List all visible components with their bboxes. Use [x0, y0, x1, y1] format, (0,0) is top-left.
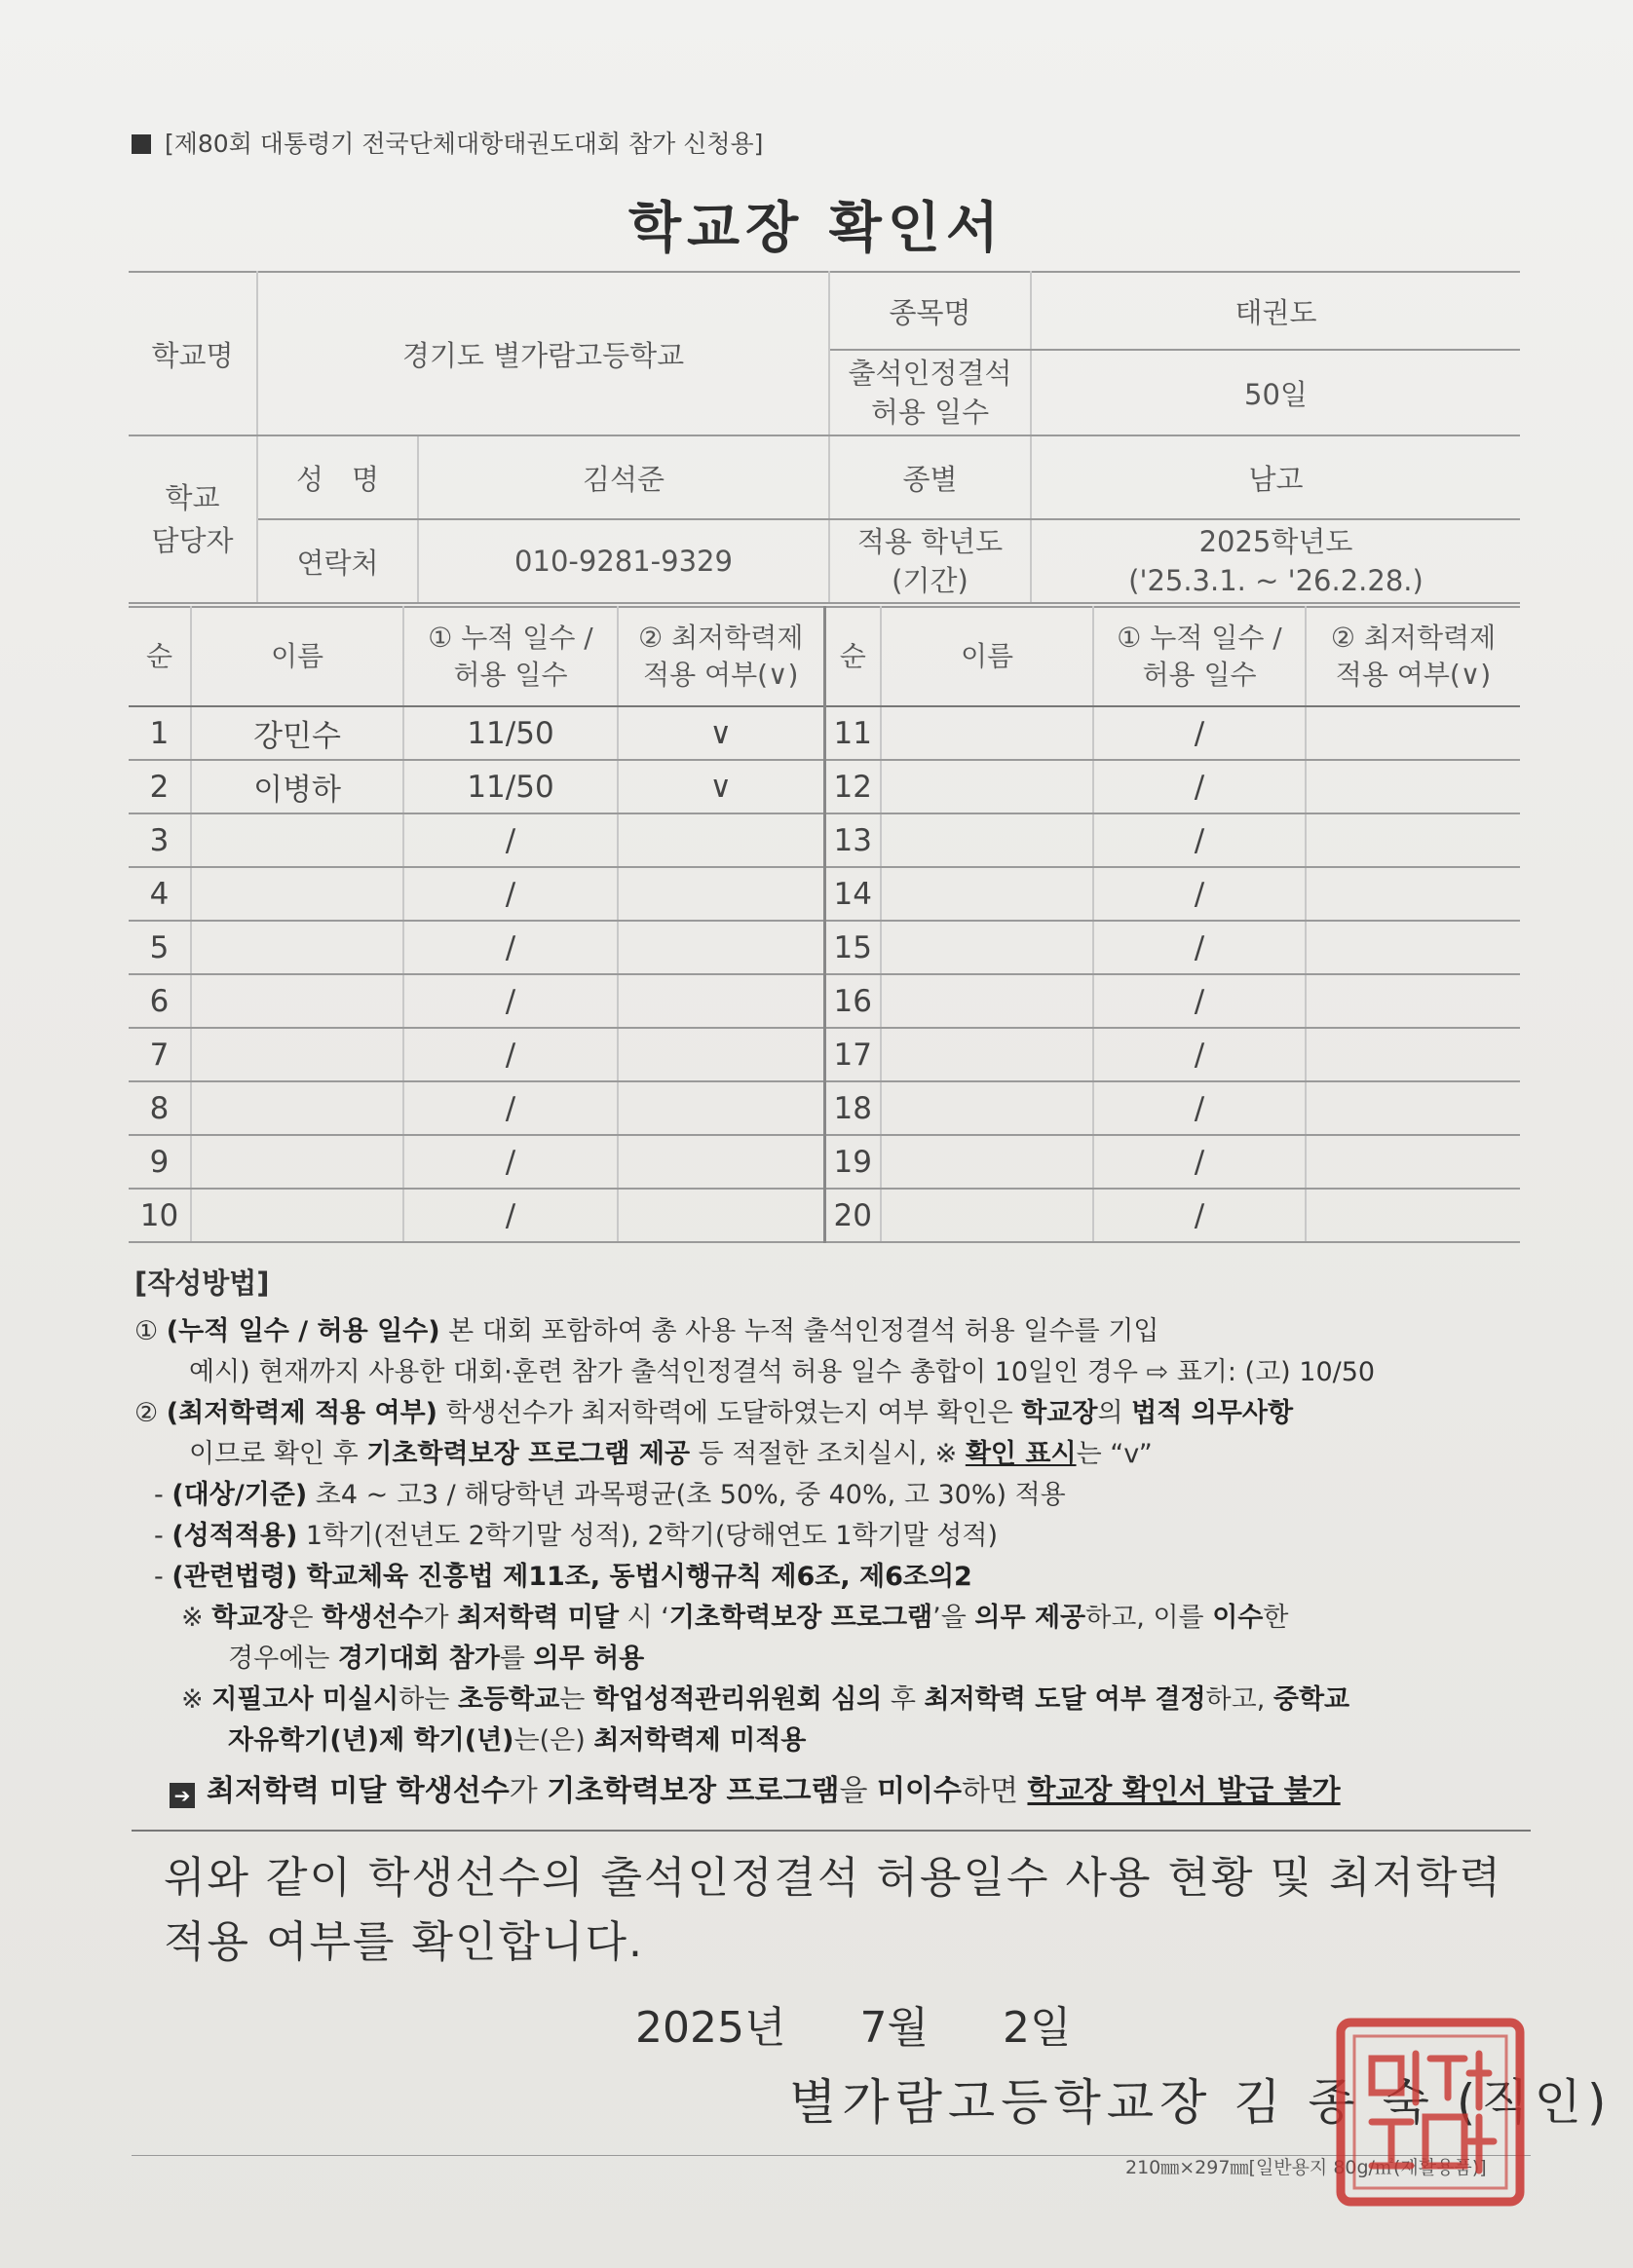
official-seal-stamp: [1333, 2015, 1528, 2210]
days-cell: /: [1093, 974, 1306, 1028]
student-name-cell: [881, 974, 1093, 1028]
min-achievement-cell: ∨: [618, 706, 824, 760]
student-list-table: [129, 606, 1520, 1243]
instruction-line-7: - (관련법령) 학교체육 진흥법 제11조, 동법시행규칙 제6조, 제6조의2: [154, 1562, 972, 1592]
school-year-label-line1: 적용 학년도: [856, 525, 1004, 558]
principal-signature-line: 별가람고등학교장 김 종 숙 (직인): [789, 2074, 1613, 2131]
instructions-section: [134, 1263, 1528, 1812]
manager-label-line2: 담당자: [151, 524, 234, 557]
manager-name-value: 김석준: [418, 435, 829, 519]
row-number-cell: 20: [824, 1189, 881, 1242]
instructions-heading: [작성방법]: [134, 1266, 270, 1300]
row-number-cell: 9: [129, 1135, 191, 1189]
min-achievement-cell: [618, 1081, 824, 1135]
days-cell: /: [1093, 1189, 1306, 1242]
instruction-line-2: 예시) 현재까지 사용한 대회·훈련 참가 출석인정결석 허용 일수 총합이 10일인 경우 ⇨ 표기: (고) 10/50: [189, 1357, 1376, 1387]
student-name-cell: [191, 1028, 403, 1081]
header-no-right: 순: [824, 607, 881, 706]
student-name-cell: [881, 813, 1093, 867]
min-achievement-cell: [618, 867, 824, 921]
student-name-cell: [881, 706, 1093, 760]
min-achievement-cell: [1306, 867, 1520, 921]
instruction-line-4: 이므로 확인 후 기초학력보장 프로그램 제공 등 적절한 조치실시, ※ 확인 표시는 “v”: [189, 1439, 1153, 1469]
days-cell: /: [403, 974, 618, 1028]
days-cell: 11/50: [403, 760, 618, 813]
row-number-cell: 11: [824, 706, 881, 760]
section-divider: [132, 1830, 1531, 1832]
min-achievement-cell: [1306, 1189, 1520, 1242]
event-value: 태권도: [1031, 272, 1520, 350]
min-achievement-cell: [618, 1028, 824, 1081]
days-cell: /: [1093, 813, 1306, 867]
row-number-cell: 6: [129, 974, 191, 1028]
row-number-cell: 18: [824, 1081, 881, 1135]
instruction-line-3: ② (최저학력제 적용 여부) 학생선수가 최저학력에 도달하였는지 여부 확인은 학교장의 법적 의무사항: [134, 1398, 1294, 1428]
arrow-box-icon: ➔: [170, 1783, 195, 1808]
contact-value: 010-9281-9329: [418, 519, 829, 603]
instruction-line-11: 자유학기(년)제 학기(년)는(은) 최저학력제 미적용: [228, 1725, 807, 1756]
instruction-line-5: - (대상/기준) 초4 ~ 고3 / 해당학년 과목평균(초 50%, 중 40%, 고 30%) 적용: [154, 1480, 1066, 1510]
confirmation-line1: 위와 같이 학생선수의 출석인정결석 허용일수 사용 현황 및 최저학력: [164, 1853, 1502, 1903]
row-number-cell: 16: [824, 974, 881, 1028]
min-achievement-cell: [1306, 1081, 1520, 1135]
table-row: [129, 867, 1520, 921]
school-info-table: [129, 271, 1520, 604]
header-min-left: [618, 607, 824, 706]
header-min-line1: ② 최저학력제: [1330, 622, 1497, 654]
confirmation-statement: [164, 1846, 1528, 1975]
allowed-days-value: 50일: [1031, 350, 1520, 435]
allowed-days-label: [829, 350, 1031, 435]
row-number-cell: 17: [824, 1028, 881, 1081]
days-cell: /: [1093, 1081, 1306, 1135]
min-achievement-cell: [1306, 921, 1520, 974]
days-cell: /: [403, 921, 618, 974]
min-achievement-cell: [618, 1189, 824, 1242]
min-achievement-cell: [1306, 1028, 1520, 1081]
row-number-cell: 8: [129, 1081, 191, 1135]
student-name-cell: 이병하: [191, 760, 403, 813]
school-name-value: 경기도 별가람고등학교: [257, 272, 829, 435]
row-number-cell: 15: [824, 921, 881, 974]
table-row: [129, 1081, 1520, 1135]
school-year-label: [829, 519, 1031, 603]
days-cell: /: [1093, 706, 1306, 760]
student-name-cell: [881, 1135, 1093, 1189]
student-name-cell: [881, 760, 1093, 813]
min-achievement-cell: ∨: [618, 760, 824, 813]
instruction-line-1: ① (누적 일수 / 허용 일수) 본 대회 포함하여 총 사용 누적 출석인정결석 허용 일수를 기입: [134, 1316, 1159, 1346]
header-name-left: 이름: [191, 607, 403, 706]
row-number-cell: 14: [824, 867, 881, 921]
table-row: [129, 760, 1520, 813]
row-number-cell: 10: [129, 1189, 191, 1242]
days-cell: /: [1093, 1135, 1306, 1189]
manager-label: [129, 435, 257, 603]
instruction-line-9: 경우에는 경기대회 참가를 의무 허용: [228, 1644, 645, 1674]
form-header-note: [132, 125, 763, 160]
manager-name-label: 성 명: [257, 435, 418, 519]
days-cell: /: [1093, 1028, 1306, 1081]
header-min-line1: ② 최저학력제: [638, 622, 804, 654]
student-name-cell: 강민수: [191, 706, 403, 760]
instruction-line-6: - (성적적용) 1학기(전년도 2학기말 성적), 2학기(당해연도 1학기말 성적): [154, 1521, 998, 1551]
min-achievement-cell: [1306, 974, 1520, 1028]
days-cell: /: [403, 1189, 618, 1242]
header-min-line2: 적용 여부(∨): [643, 659, 799, 691]
days-cell: /: [403, 1081, 618, 1135]
school-name-label: 학교명: [129, 272, 257, 435]
table-row: [129, 1189, 1520, 1242]
student-name-cell: [191, 813, 403, 867]
student-name-cell: [191, 867, 403, 921]
days-cell: /: [1093, 921, 1306, 974]
min-achievement-cell: [618, 1135, 824, 1189]
row-number-cell: 12: [824, 760, 881, 813]
row-number-cell: 7: [129, 1028, 191, 1081]
table-row: [129, 1135, 1520, 1189]
student-name-cell: [881, 921, 1093, 974]
square-bullet-icon: [132, 134, 151, 154]
instruction-line-8: ※ 학교장은 학생선수가 최저학력 미달 시 ‘기초학력보장 프로그램’을 의무 제공하고, 이를 이수한: [181, 1603, 1289, 1633]
days-cell: /: [403, 867, 618, 921]
min-achievement-cell: [1306, 813, 1520, 867]
header-min-right: [1306, 607, 1520, 706]
student-name-cell: [881, 867, 1093, 921]
min-achievement-cell: [1306, 1135, 1520, 1189]
category-value: 남고: [1031, 435, 1520, 519]
school-year-value-line2: ('25.3.1. ~ '26.2.28.): [1128, 564, 1424, 597]
event-label: 종목명: [829, 272, 1031, 350]
school-year-label-line2: (기간): [892, 564, 968, 597]
days-cell: /: [403, 1135, 618, 1189]
student-name-cell: [191, 1135, 403, 1189]
student-list-body: [129, 706, 1520, 1242]
min-achievement-cell: [618, 974, 824, 1028]
days-cell: /: [1093, 867, 1306, 921]
student-name-cell: [881, 1028, 1093, 1081]
min-achievement-cell: [1306, 706, 1520, 760]
header-no-left: 순: [129, 607, 191, 706]
student-name-cell: [191, 1189, 403, 1242]
header-min-line2: 적용 여부(∨): [1335, 659, 1492, 691]
table-row: [129, 974, 1520, 1028]
category-label: 종별: [829, 435, 1031, 519]
row-number-cell: 19: [824, 1135, 881, 1189]
school-year-value-line1: 2025학년도: [1198, 525, 1353, 558]
table-row: [129, 1028, 1520, 1081]
days-cell: /: [403, 1028, 618, 1081]
form-header-note-text: [제80회 대통령기 전국단체대항태권도대회 참가 신청용]: [165, 130, 764, 158]
contact-label: 연락처: [257, 519, 418, 603]
allowed-days-label-line1: 출석인정결석: [848, 357, 1012, 390]
header-days-line2: 허용 일수: [1142, 659, 1257, 691]
school-year-value: [1031, 519, 1520, 603]
student-name-cell: [881, 1189, 1093, 1242]
issue-date: 2025년 7월 2일: [635, 2003, 1072, 2053]
days-cell: /: [1093, 760, 1306, 813]
row-number-cell: 5: [129, 921, 191, 974]
header-days-line1: ① 누적 일수 /: [1117, 622, 1282, 654]
row-number-cell: 4: [129, 867, 191, 921]
row-number-cell: 1: [129, 706, 191, 760]
student-name-cell: [191, 974, 403, 1028]
allowed-days-label-line2: 허용 일수: [870, 396, 990, 429]
row-number-cell: 2: [129, 760, 191, 813]
row-number-cell: 3: [129, 813, 191, 867]
student-name-cell: [881, 1081, 1093, 1135]
table-row: [129, 706, 1520, 760]
student-name-cell: [191, 921, 403, 974]
days-cell: 11/50: [403, 706, 618, 760]
min-achievement-cell: [618, 921, 824, 974]
header-days-left: [403, 607, 618, 706]
table-row: [129, 813, 1520, 867]
min-achievement-cell: [1306, 760, 1520, 813]
confirmation-line2: 적용 여부를 확인합니다.: [164, 1917, 644, 1967]
header-days-right: [1093, 607, 1306, 706]
header-name-right: 이름: [881, 607, 1093, 706]
paper-size-footnote: 210㎜×297㎜[일반용지 80g/㎡(재활용품)]: [1125, 2157, 1487, 2178]
days-cell: /: [403, 813, 618, 867]
student-name-cell: [191, 1081, 403, 1135]
table-row: [129, 921, 1520, 974]
instruction-final-note: ➔ 최저학력 미달 학생선수가 기초학력보장 프로그램을 미이수하면 학교장 확인서 발급 불가: [134, 1771, 1528, 1812]
row-number-cell: 13: [824, 813, 881, 867]
min-achievement-cell: [618, 813, 824, 867]
document-title: 학교장 확인서: [627, 197, 1006, 260]
instruction-line-10: ※ 지필고사 미실시하는 초등학교는 학업성적관리위원회 심의 후 최저학력 도달 여부 결정하고, 중학교: [181, 1684, 1350, 1715]
manager-label-line1: 학교: [165, 481, 220, 514]
header-days-line2: 허용 일수: [453, 659, 568, 691]
header-days-line1: ① 누적 일수 /: [428, 622, 593, 654]
